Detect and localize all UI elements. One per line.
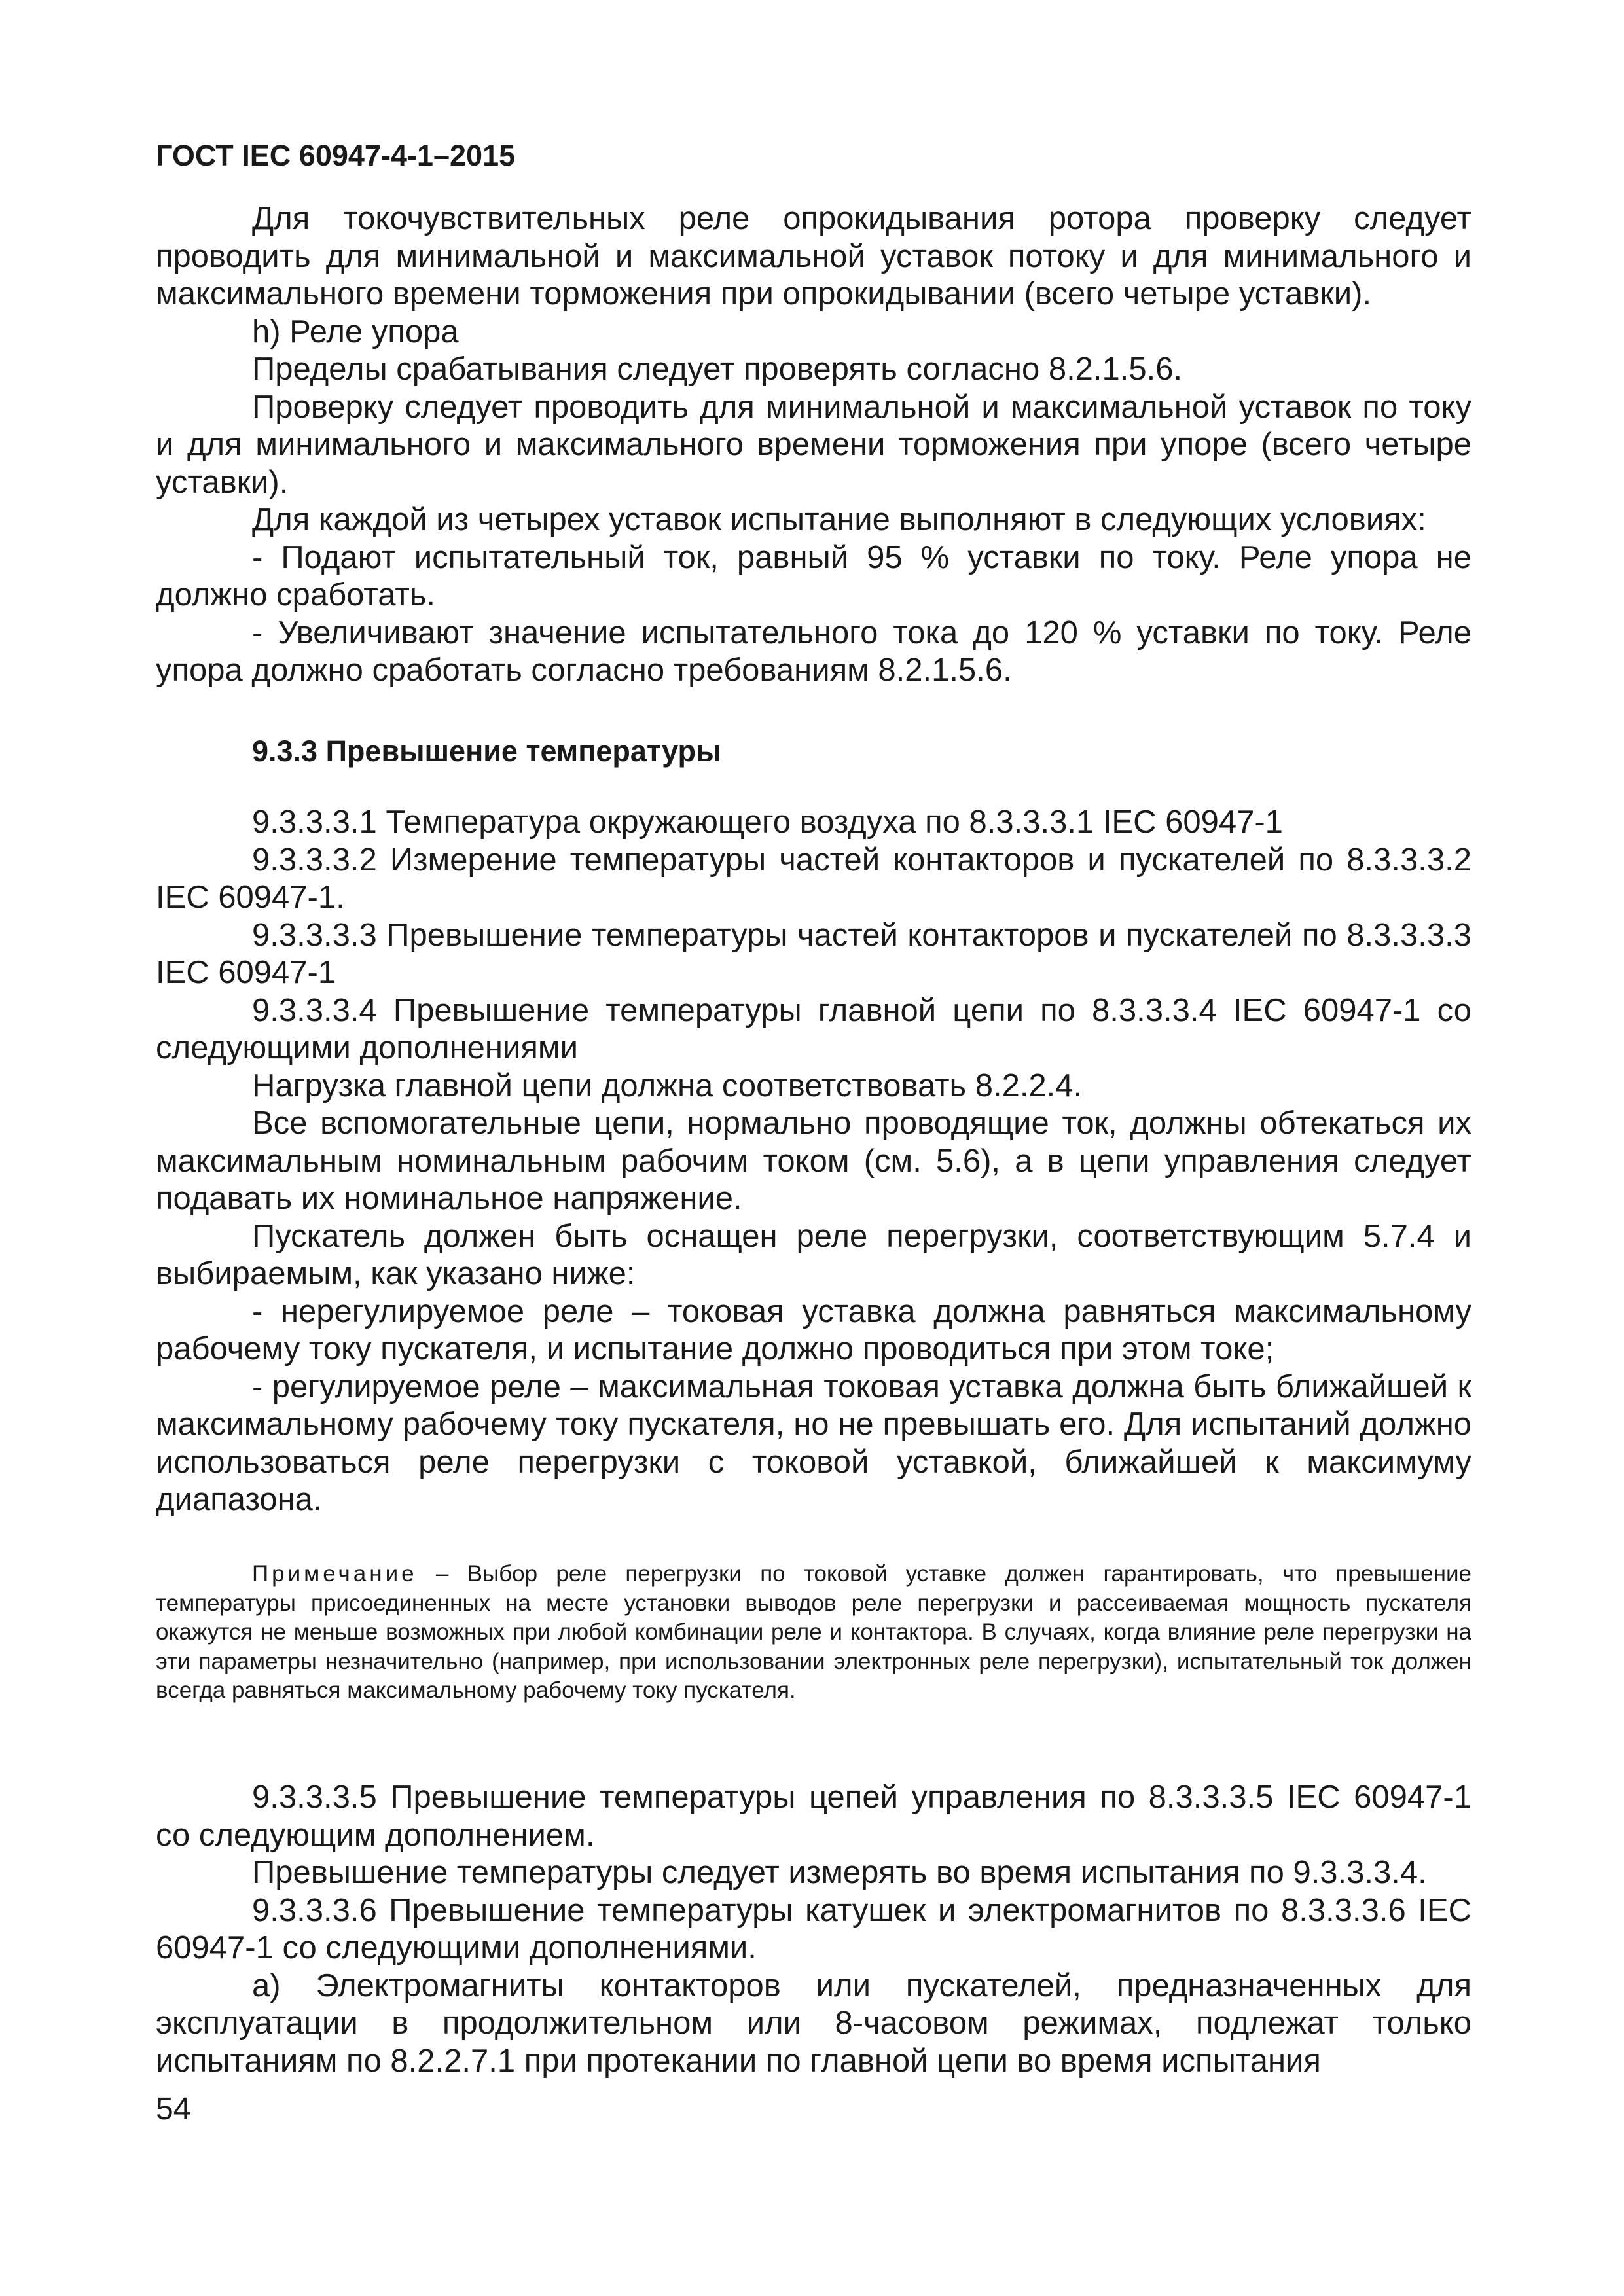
clause: 9.3.3.3.4 Превышение температуры главной цепи по 8.3.3.3.4 IEC 60947-1 со следующими дополнениями [156, 992, 1471, 1066]
list-item-a: а) Электромагниты контакторов или пускателей, предназначенных для эксплуатации в продолжительном или 8-часовом режимах, подлежат только испытаниям по 8.2.2.7.1 при протекании по главной цепи во время испытания [156, 1967, 1471, 2079]
clause: 9.3.3.3.5 Превышение температуры цепей управления по 8.3.3.3.5 IEC 60947-1 со следующим дополнением. [156, 1780, 1471, 1853]
paragraph: Для токочувствительных реле опрокидывания ротора проверку следует проводить для минимальной и максимальной уставок потоку и для минимального и максимального времени торможения при опрокидывании (всего четыре уставки). [156, 201, 1471, 312]
clause: 9.3.3.3.6 Превышение температуры катушек и электромагнитов по 8.3.3.3.6 IEC 60947-1 со следующими дополнениями. [156, 1892, 1471, 1965]
paragraph: Пределы срабатывания следует проверять согласно 8.2.1.5.6. [252, 351, 1183, 387]
section-heading: 9.3.3 Превышение температуры [252, 734, 721, 768]
list-item: - нерегулируемое реле – токовая уставка должна равняться максимальному рабочему току пускателя, и испытание должно проводиться при этом токе; [156, 1293, 1471, 1367]
clause: 9.3.3.3.1 Температура окружающего воздуха по 8.3.3.3.1 IEC 60947-1 [252, 804, 1283, 840]
paragraph: Пускатель должен быть оснащен реле перегрузки, соответствующим 5.7.4 и выбираемым, как указано ниже: [156, 1218, 1471, 1291]
body-block-1 [156, 200, 1471, 690]
list-item: - Увеличивают значение испытательного тока до 120 % уставки по току. Реле упора должно сработать согласно требованиям 8.2.1.5.6. [156, 615, 1471, 688]
document-header: ГОСТ IEC 60947-4-1–2015 [156, 139, 516, 172]
list-item: - Подают испытательный ток, равный 95 % уставки по току. Реле упора не должно сработать. [156, 539, 1471, 613]
list-item-h: h) Реле упора [252, 314, 459, 350]
note-text: – Выбор реле перегрузки по токовой уставке должен гарантировать, что превышение температуры присоединенных на месте установки выводов реле перегрузки и рассеиваемая мощность пускателя окажутся не меньше возможных при любой комбинации реле и контактора. В случаях, когда влияние реле перегрузки на эти параметры незначительно (например, при использовании электронных реле перегрузки), испытательный ток должен всегда равняться максимальному рабочему току пускателя. [156, 1561, 1471, 1703]
body-block-3 [156, 1779, 1471, 2080]
list-item: - регулируемое реле – максимальная токовая уставка должна быть ближайшей к максимальному рабочему току пускателя, но не превышать его. Для испытаний должно использоваться реле перегрузки с токовой уставкой, ближайшей к максимуму диапазона. [156, 1369, 1471, 1517]
clause: 9.3.3.3.2 Измерение температуры частей контакторов и пускателей по 8.3.3.3.2 IEC 60947-1. [156, 842, 1471, 915]
paragraph: Превышение температуры следует измерять во время испытания по 9.3.3.3.4. [252, 1855, 1427, 1890]
paragraph: Проверку следует проводить для минимальной и максимальной уставок по току и для минимального и максимального времени торможения при упоре (всего четыре уставки). [156, 389, 1471, 500]
page-number: 54 [156, 2092, 191, 2126]
paragraph: Все вспомогательные цепи, нормально проводящие ток, должны обтекаться их максимальным номинальным рабочим током (см. 5.6), а в цепи управления следует подавать их номинальное напряжение. [156, 1105, 1471, 1216]
paragraph: Для каждой из четырех уставок испытание выполняют в следующих условиях: [252, 502, 1426, 537]
body-block-2 [156, 804, 1471, 1519]
clause: 9.3.3.3.3 Превышение температуры частей контакторов и пускателей по 8.3.3.3.3 IEC 60947-1 [156, 917, 1471, 990]
note [156, 1560, 1471, 1706]
note-label: Примечание [252, 1561, 418, 1587]
paragraph: Нагрузка главной цепи должна соответствовать 8.2.2.4. [252, 1067, 1083, 1103]
